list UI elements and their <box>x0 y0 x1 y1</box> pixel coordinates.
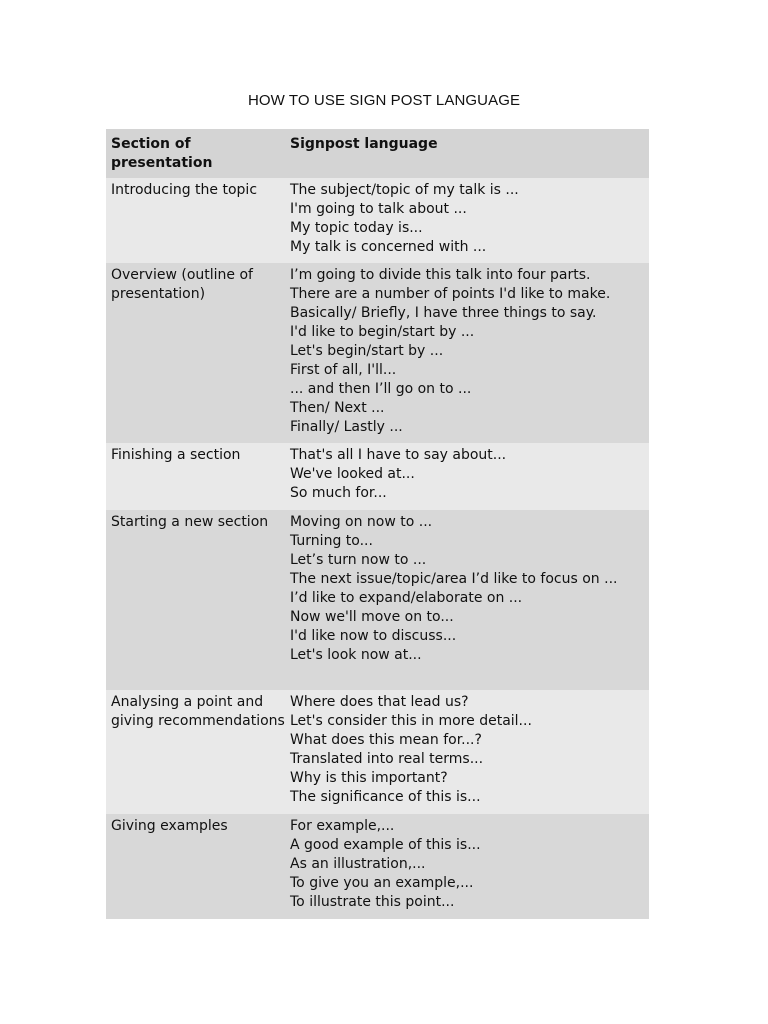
phrase-list <box>286 446 649 510</box>
section-label: Overview (outline of presentation) <box>111 267 253 302</box>
phrase: To give you an example,... <box>290 875 474 891</box>
phrase-list <box>286 693 649 814</box>
table-row-introducing <box>106 178 649 263</box>
table-row-starting <box>106 510 649 690</box>
section-label: Introducing the topic <box>111 182 258 198</box>
phrase: Let’s turn now to ... <box>290 552 427 568</box>
phrase: Let's consider this in more detail... <box>290 713 532 729</box>
table-row-examples <box>106 814 649 919</box>
phrase: I’m going to divide this talk into four parts. <box>290 267 591 283</box>
section-label: Starting a new section <box>111 514 269 530</box>
phrase-list <box>286 266 649 443</box>
phrase: I'd like to begin/start by ... <box>290 324 475 340</box>
phrase: Turning to... <box>290 533 373 549</box>
table-header-row <box>106 129 649 178</box>
section-label: Analysing a point and giving recommendations <box>111 694 285 729</box>
phrase: There are a number of points I'd like to make. <box>290 286 611 302</box>
phrase: I'm going to talk about ... <box>290 201 467 217</box>
phrase: My talk is concerned with ... <box>290 239 487 255</box>
section-label: Finishing a section <box>111 447 241 463</box>
phrase: Translated into real terms... <box>290 751 484 767</box>
phrase: First of all, I'll... <box>290 362 397 378</box>
phrase: The significance of this is... <box>290 789 481 805</box>
phrase: Where does that lead us? <box>290 694 469 710</box>
table-row-analysing <box>106 690 649 814</box>
phrase: A good example of this is... <box>290 837 481 853</box>
phrase-list <box>286 513 649 690</box>
phrase-list <box>286 817 649 919</box>
phrase: Finally/ Lastly ... <box>290 419 403 435</box>
phrase: I’d like to expand/elaborate on ... <box>290 590 523 606</box>
phrase: To illustrate this point... <box>290 894 455 910</box>
phrase: So much for... <box>290 485 387 501</box>
table-row-overview <box>106 263 649 443</box>
phrase: That's all I have to say about... <box>290 447 507 463</box>
phrase: Then/ Next ... <box>290 400 385 416</box>
phrase: The next issue/topic/area I’d like to focus on ... <box>290 571 618 587</box>
phrase: Moving on now to ... <box>290 514 433 530</box>
phrase: Let's begin/start by ... <box>290 343 444 359</box>
page-title: HOW TO USE SIGN POST LANGUAGE <box>247 92 521 109</box>
phrase: I'd like now to discuss... <box>290 628 457 644</box>
phrase: As an illustration,... <box>290 856 426 872</box>
phrase: The subject/topic of my talk is ... <box>290 182 519 198</box>
signpost-table <box>106 129 649 919</box>
phrase: We've looked at... <box>290 466 415 482</box>
phrase: What does this mean for...? <box>290 732 482 748</box>
header-section-column: Section of presentation <box>111 136 213 171</box>
table-row-finishing <box>106 443 649 510</box>
phrase: Why is this important? <box>290 770 448 786</box>
header-signpost-column: Signpost language <box>290 136 438 152</box>
phrase-list <box>286 181 649 263</box>
phrase: Basically/ Briefly, I have three things to say. <box>290 305 597 321</box>
phrase: Now we'll move on to... <box>290 609 454 625</box>
phrase: ... and then I’ll go on to ... <box>290 381 472 397</box>
phrase: Let's look now at... <box>290 647 422 663</box>
section-label: Giving examples <box>111 818 228 834</box>
phrase: For example,... <box>290 818 395 834</box>
phrase: My topic today is... <box>290 220 423 236</box>
